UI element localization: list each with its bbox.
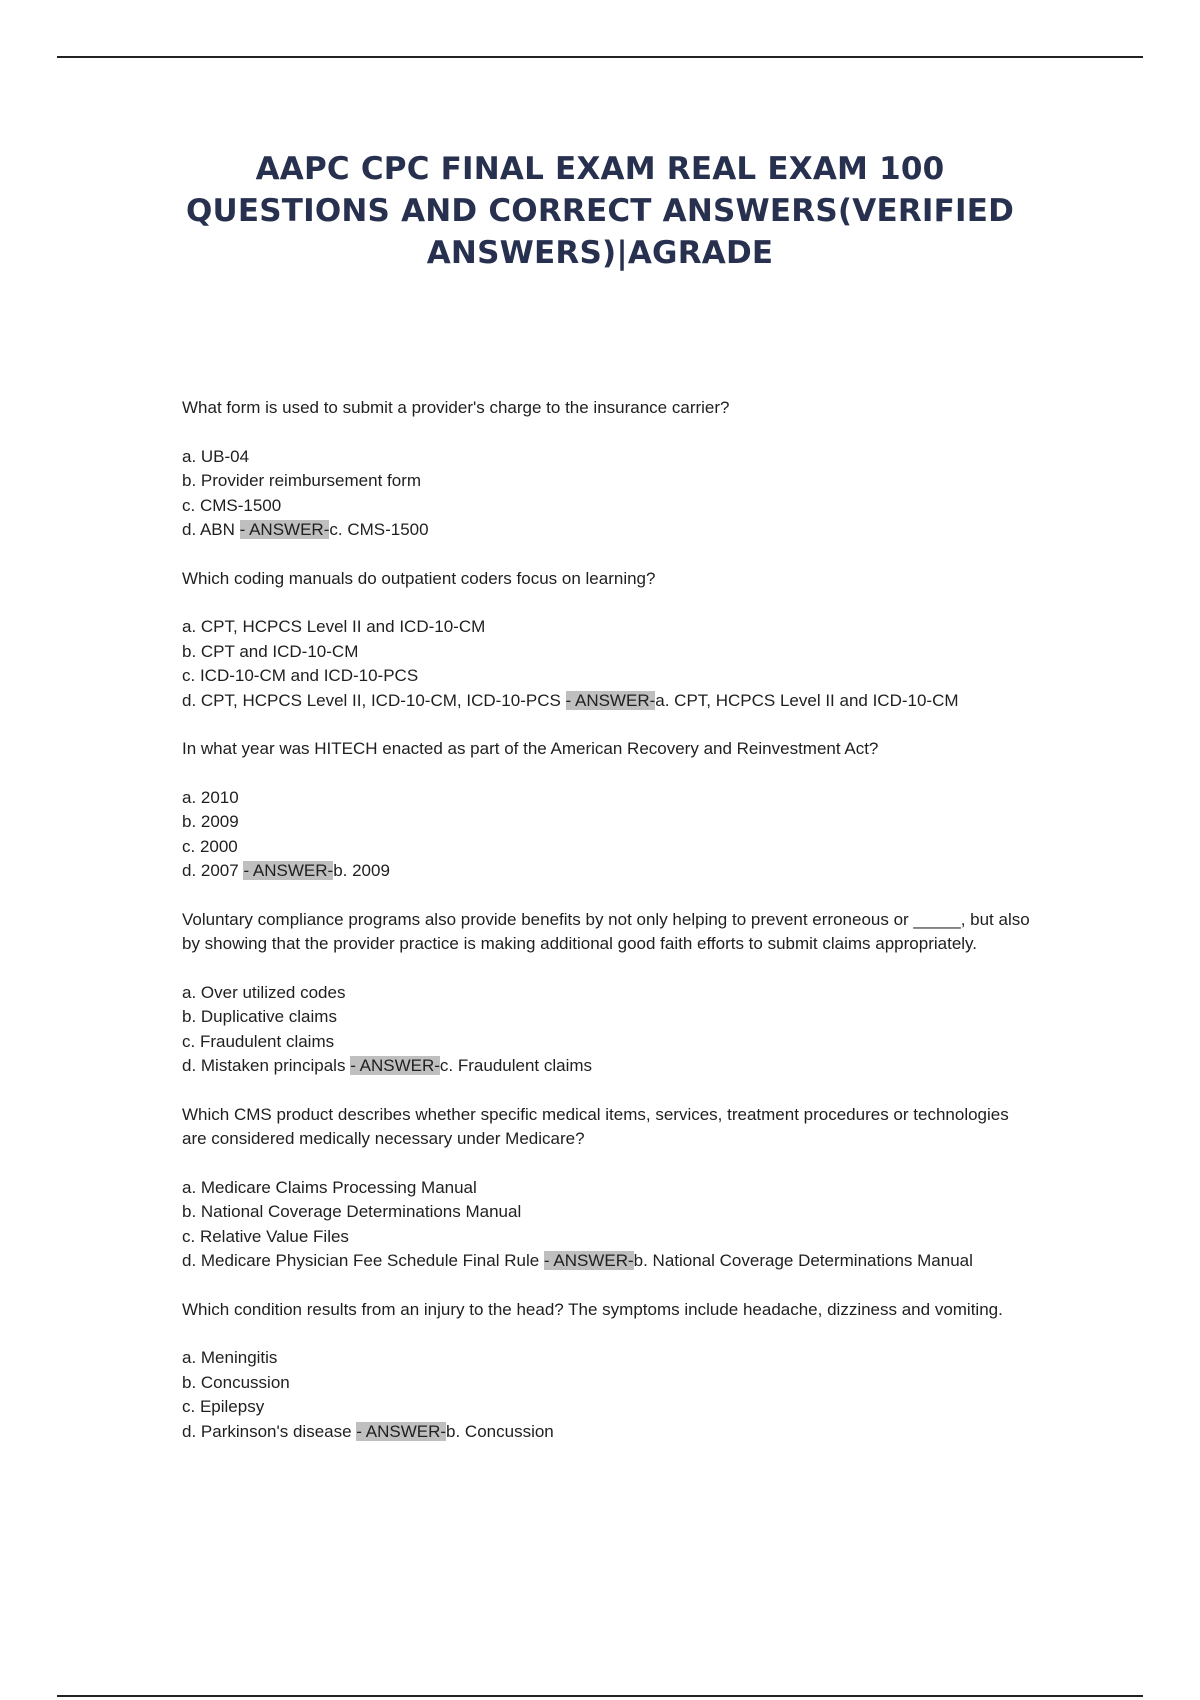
answer-marker: - ANSWER- <box>356 1421 447 1441</box>
option-list <box>182 615 1032 713</box>
answer-marker: - ANSWER- <box>543 1251 634 1270</box>
question-block <box>182 1103 1032 1274</box>
option-c: c. Epilepsy <box>182 1397 265 1416</box>
question-list <box>182 396 1032 1468</box>
option-c: c. ICD-10-CM and ICD-10-PCS <box>182 666 419 685</box>
answer-text: c. Fraudulent claims <box>439 1056 593 1075</box>
header-rule <box>57 56 1143 58</box>
option-d-text: d. Parkinson's disease <box>182 1421 357 1441</box>
option-d-text: d. 2007 <box>182 861 244 880</box>
answer-marker: - ANSWER- <box>239 520 330 539</box>
option-a: a. Medicare Claims Processing Manual <box>182 1177 477 1197</box>
option-d-text: d. Medicare Physician Fee Schedule Final Rule <box>182 1251 544 1270</box>
option-d-text: d. Mistaken principals <box>182 1056 351 1075</box>
option-b: b. Concussion <box>182 1372 290 1392</box>
option-a: a. CPT, HCPCS Level II and ICD-10-CM <box>182 617 486 636</box>
option-c: c. Fraudulent claims <box>182 1031 335 1051</box>
answer-text: c. CMS-1500 <box>329 520 429 539</box>
answer-marker: - ANSWER- <box>243 861 334 880</box>
option-list <box>182 1346 1032 1444</box>
option-list <box>182 981 1032 1079</box>
option-b: b. Duplicative claims <box>182 1007 337 1026</box>
option-d <box>182 1249 1032 1274</box>
question-block <box>182 396 1032 543</box>
option-d-text: d. CPT, HCPCS Level II, ICD-10-CM, ICD-10-PCS <box>182 690 566 710</box>
question-text: What form is used to submit a provider's charge to the insurance carrier? <box>182 398 730 417</box>
answer-text: b. 2009 <box>333 861 390 880</box>
answer-text: a. CPT, HCPCS Level II and ICD-10-CM <box>655 690 959 710</box>
option-b: b. Provider reimbursement form <box>182 471 422 490</box>
question-block <box>182 567 1032 714</box>
answer-text: b. National Coverage Determinations Manual <box>633 1251 973 1270</box>
option-d <box>182 1420 1032 1445</box>
option-b: b. CPT and ICD-10-CM <box>182 641 359 661</box>
question-text: Which condition results from an injury to the head? The symptoms include headache, dizziness and vomiting. <box>182 1299 1003 1319</box>
question-block <box>182 908 1032 1079</box>
answer-marker: - ANSWER- <box>565 690 656 710</box>
question-text: Which coding manuals do outpatient coders focus on learning? <box>182 568 656 588</box>
option-list <box>182 1176 1032 1274</box>
answer-marker: - ANSWER- <box>350 1056 440 1075</box>
option-a: a. UB-04 <box>182 446 250 466</box>
question-text: Voluntary compliance programs also provide benefits by not only helping to prevent erroneous or _____, but also by showing that the provider practice is making additional good faith efforts to submit claims appropriately. <box>182 909 1030 953</box>
option-b: b. 2009 <box>182 812 239 831</box>
option-c: c. CMS-1500 <box>182 495 282 515</box>
option-d <box>182 518 1032 543</box>
option-c: c. 2000 <box>182 836 238 856</box>
option-a: a. Meningitis <box>182 1348 278 1367</box>
document-title: AAPC CPC FINAL EXAM REAL EXAM 100 QUESTIONS AND CORRECT ANSWERS(VERIFIED ANSWERS)|AGRADE <box>185 151 1015 271</box>
option-d <box>182 1054 1032 1079</box>
option-list <box>182 445 1032 543</box>
option-list <box>182 786 1032 884</box>
option-d <box>182 689 1032 714</box>
option-d-text: d. ABN <box>182 520 240 539</box>
question-block <box>182 737 1032 884</box>
option-c: c. Relative Value Files <box>182 1226 349 1246</box>
option-b: b. National Coverage Determinations Manual <box>182 1202 522 1221</box>
answer-text: b. Concussion <box>446 1421 554 1441</box>
option-a: a. 2010 <box>182 787 239 807</box>
option-d <box>182 859 1032 884</box>
question-text: Which CMS product describes whether specific medical items, services, treatment procedures or technologies are considered medically necessary under Medicare? <box>182 1104 1009 1148</box>
option-a: a. Over utilized codes <box>182 982 346 1002</box>
question-text: In what year was HITECH enacted as part of the American Recovery and Reinvestment Act? <box>182 739 879 758</box>
question-block <box>182 1298 1032 1445</box>
footer-rule <box>57 1695 1143 1697</box>
